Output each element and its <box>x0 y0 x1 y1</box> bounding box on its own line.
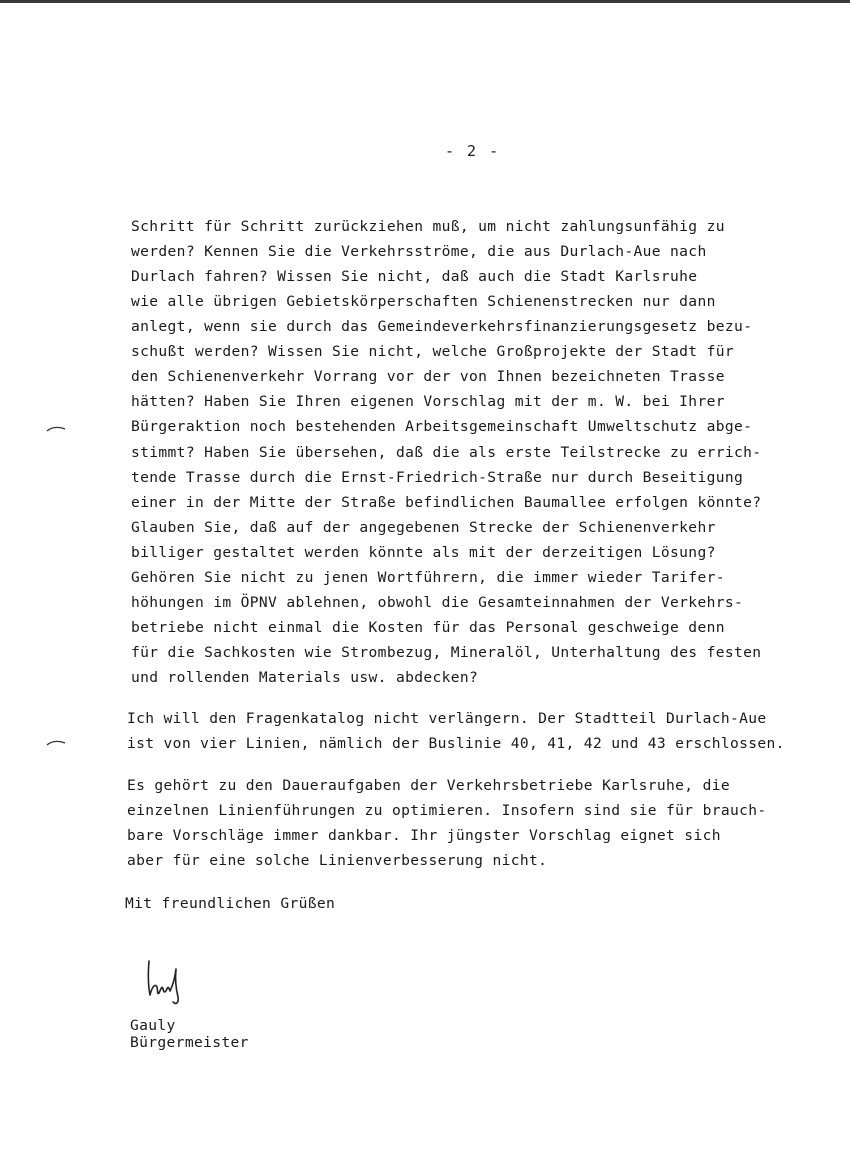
text-line: anlegt, wenn sie durch das Gemeindeverkehrsfinanzierungsgesetz bezu- <box>131 318 753 335</box>
text-line: einer in der Mitte der Straße befindlichen Baumallee erfolgen könnte? <box>131 494 762 511</box>
text-line: hätten? Haben Sie Ihren eigenen Vorschlag mit der m. W. bei Ihrer <box>131 393 725 410</box>
text-line: bare Vorschläge immer dankbar. Ihr jüngster Vorschlag eignet sich <box>127 827 721 844</box>
handwritten-signature <box>140 955 190 1010</box>
text-line: einzelnen Linienführungen zu optimieren. Insofern sind sie für brauch- <box>127 802 767 819</box>
text-line: aber für eine solche Linienverbesserung nicht. <box>127 852 548 869</box>
text-line: den Schienenverkehr Vorrang vor der von Ihnen bezeichneten Trasse <box>131 368 725 385</box>
text-line: ist von vier Linien, nämlich der Buslinie 40, 41, 42 und 43 erschlossen. <box>127 735 785 752</box>
page-number: - 2 - <box>445 142 501 160</box>
text-line: werden? Kennen Sie die Verkehrsströme, die aus Durlach-Aue nach <box>131 243 707 260</box>
text-line: Bürgeraktion noch bestehenden Arbeitsgemeinschaft Umweltschutz abge- <box>131 418 753 435</box>
text-line: Glauben Sie, daß auf der angegebenen Strecke der Schienenverkehr <box>131 519 716 536</box>
text-line: Schritt für Schritt zurückziehen muß, um nicht zahlungsunfähig zu <box>131 218 725 235</box>
text-line: Es gehört zu den Daueraufgaben der Verkehrsbetriebe Karlsruhe, die <box>127 777 730 794</box>
signatory-title: Bürgermeister <box>130 1034 249 1051</box>
text-line: schußt werden? Wissen Sie nicht, welche Großprojekte der Stadt für <box>131 343 734 360</box>
text-line: höhungen im ÖPNV ablehnen, obwohl die Gesamteinnahmen der Verkehrs- <box>131 594 744 611</box>
text-line: Durlach fahren? Wissen Sie nicht, daß auch die Stadt Karlsruhe <box>131 268 698 285</box>
text-line: tende Trasse durch die Ernst-Friedrich-Straße nur durch Beseitigung <box>131 469 744 486</box>
text-line: stimmt? Haben Sie übersehen, daß die als erste Teilstrecke zu errich- <box>131 444 762 461</box>
text-line: wie alle übrigen Gebietskörperschaften Schienenstrecken nur dann <box>131 293 716 310</box>
signatory-name: Gauly <box>130 1017 176 1034</box>
text-line: billiger gestaltet werden könnte als mit der derzeitigen Lösung? <box>131 544 716 561</box>
margin-tick-mark <box>46 424 66 434</box>
text-line: Ich will den Fragenkatalog nicht verlängern. Der Stadtteil Durlach-Aue <box>127 710 767 727</box>
text-line: betriebe nicht einmal die Kosten für das Personal geschweige denn <box>131 619 725 636</box>
text-line: für die Sachkosten wie Strombezug, Mineralöl, Unterhaltung des festen <box>131 644 762 661</box>
text-line: Gehören Sie nicht zu jenen Wortführern, die immer wieder Tarifer- <box>131 569 725 586</box>
top-edge-rule <box>0 0 850 3</box>
text-line: und rollenden Materials usw. abdecken? <box>131 669 479 686</box>
closing-salutation: Mit freundlichen Grüßen <box>125 895 336 912</box>
margin-tick-mark <box>46 738 66 748</box>
